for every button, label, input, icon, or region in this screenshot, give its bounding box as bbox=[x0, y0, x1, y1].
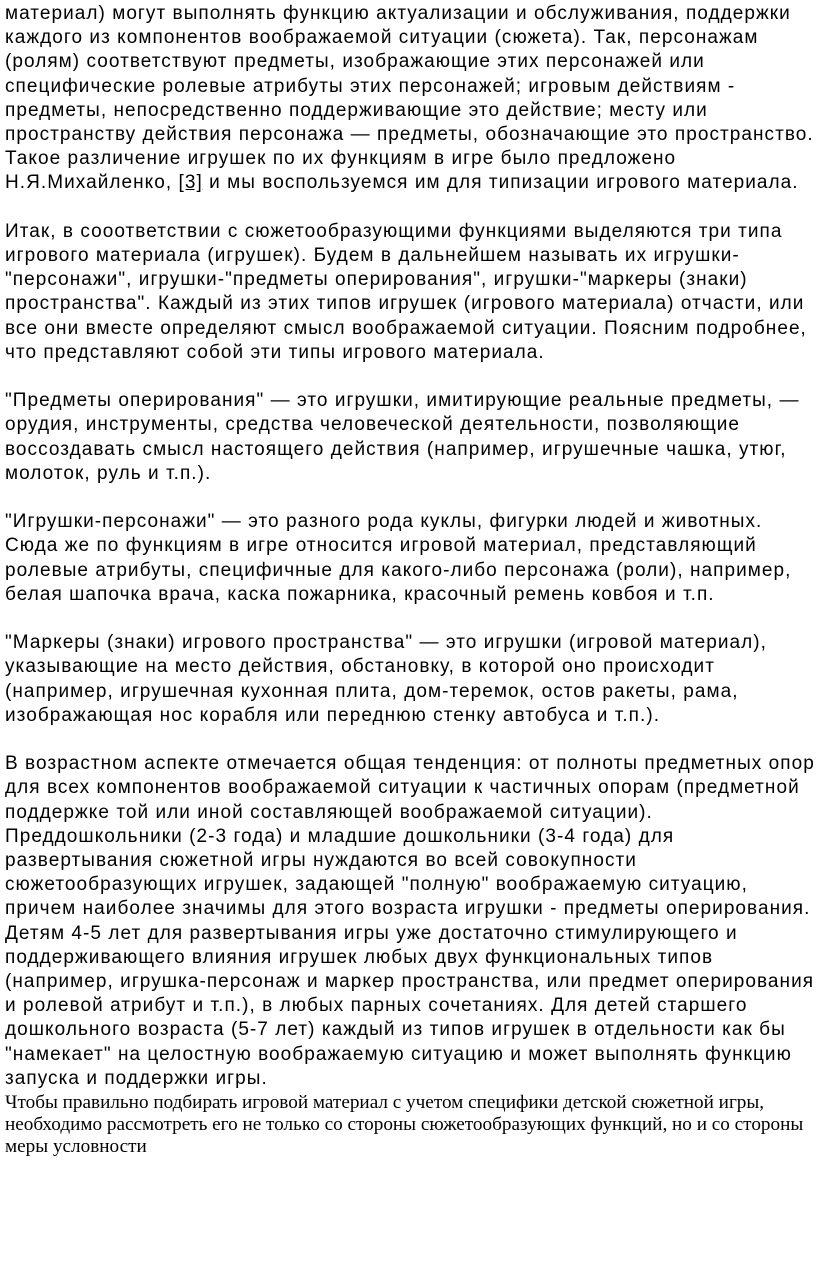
paragraph-4: "Игрушки-персонажи" — это разного рода куклы, фигурки людей и животных. Сюда же по функциям в игре относится игровой материал, представляющий ролевые атрибуты, специфичные для какого-либо персонажа (роли), например, белая шапочка врача, каска пожарника, красочный ремень ковбоя и т.п. bbox=[5, 511, 792, 605]
paragraph-5: "Маркеры (знаки) игрового пространства" — это игрушки (игровой материал), указывающие на место действия, обстановку, в которой оно происходит (например, игрушечная кухонная плита, дом-теремок, остов ракеты, рама, изображающая нос корабля или переднюю стенку автобуса и т.п.). bbox=[5, 632, 767, 726]
paragraph-1-text: материал) могут выполнять функцию актуализации и обслуживания, поддержки каждого из компонентов воображаемой ситуации (сюжета). Так, персонажам (ролям) соответствуют предметы, изображающие этих персонажей или специфические ролевые атрибуты этих персонажей; игровым действиям - предметы, непосредственно поддерживающие это действие; месту или пространству действия персонажа — предметы, обозначающие это пространство. Такое различение игрушек по их функциям в игре было предложено Н.Я.Михайленко, bbox=[5, 3, 814, 194]
paragraph-1-text-end: и мы воспользуемся им для типизации игрового материала. bbox=[202, 172, 799, 194]
reference-link-3[interactable]: [3] bbox=[178, 172, 203, 194]
paragraph-6: В возрастном аспекте отмечается общая тенденция: от полноты предметных опор для всех компонентов воображаемой ситуации к частичных опорам (предметной поддержке той или иной составляющей воображаемой ситуации). Преддошкольники (2-3 года) и младшие дошкольники (3-4 года) для развертывания сюжетной игры нуждаются во всей совокупности сюжетообразующих игрушек, задающей "полную" воображаемую ситуацию, причем наиболее значимы для этого возраста игрушки - предметы оперирования. Детям 4-5 лет для развертывания игры уже достаточно стимулирующего и поддерживающего влияния игрушек любых двух функциональных типов (например, игрушка-персонаж и маркер пространства, или предмет оперирования и ролевой атрибут и т.п.), в любых парных сочетаниях. Для детей старшего дошкольного возраста (5-7 лет) каждый из типов игрушек в отдельности как бы "намекает" на целостную воображаемую ситуацию и может выполнять функцию запуска и поддержки игры. bbox=[5, 753, 815, 1089]
paragraph-1 bbox=[5, 2, 816, 196]
paragraph-2: Итак, в сооответствии с сюжетообразующими функциями выделяются три типа игрового материала (игрушек). Будем в дальнейшем называть их игрушки-"персонажи", игрушки-"предметы оперирования", игрушки-"маркеры (знаки) пространства". Каждый из этих типов игрушек (игрового материала) отчасти, или все они вместе определяют смысл воображаемой ситуации. Поясним подробнее, что представляют собой эти типы игрового материала. bbox=[5, 220, 807, 363]
paragraph-3: "Предметы оперирования" — это игрушки, имитирующие реальные предметы, — орудия, инструменты, средства человеческой деятельности, позволяющие воссоздавать смысл настоящего действия (например, игрушечные чашка, утюг, молоток, руль и т.п.). bbox=[5, 390, 800, 484]
paragraph-7: Чтобы правильно подбирать игровой материал с учетом специфики детской сюжетной игры, необходимо рассмотреть его не только со стороны сюжетообразующих функций, но и со стороны меры условности bbox=[5, 1092, 804, 1158]
